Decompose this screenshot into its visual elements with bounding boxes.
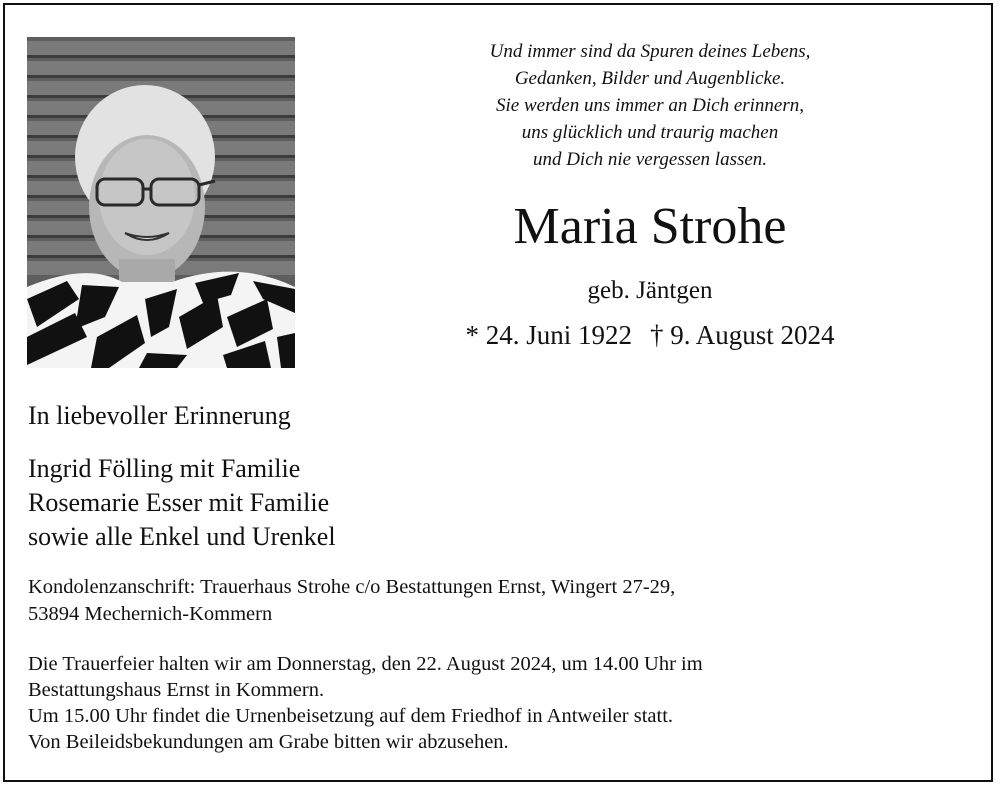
- mourner-line: Rosemarie Esser mit Familie: [28, 488, 330, 517]
- service-information: [28, 651, 703, 755]
- address-line: Kondolenzanschrift: Trauerhaus Strohe c/o Bestattungen Ernst, Wingert 27-29,: [28, 576, 676, 598]
- birth-date: * 24. Juni 1922: [465, 320, 632, 350]
- poem-line: Gedanken, Bilder und Augenblicke.: [514, 68, 786, 89]
- service-line: Von Beileidsbekundungen am Grabe bitten wir abzusehen.: [28, 731, 509, 753]
- mourners-list: [28, 452, 336, 554]
- mourner-line: sowie alle Enkel und Urenkel: [28, 522, 336, 551]
- memorial-poem: [350, 38, 950, 173]
- address-line: 53894 Mechernich-Kommern: [28, 603, 273, 625]
- condolence-address: [28, 574, 675, 628]
- poem-line: uns glücklich und traurig machen: [521, 122, 779, 143]
- portrait-photo: [27, 37, 295, 368]
- service-line: Bestattungshaus Ernst in Kommern.: [28, 679, 325, 701]
- poem-line: Sie werden uns immer an Dich erinnern,: [496, 95, 804, 116]
- service-line: Um 15.00 Uhr findet die Urnenbeisetzung auf dem Friedhof in Antweiler statt.: [28, 705, 674, 727]
- poem-line: und Dich nie vergessen lassen.: [532, 149, 768, 170]
- service-line: Die Trauerfeier halten wir am Donnerstag, den 22. August 2024, um 14.00 Uhr im: [28, 653, 703, 675]
- birth-name: geb. Jäntgen: [587, 277, 713, 304]
- life-dates: [350, 318, 950, 352]
- mourner-line: Ingrid Fölling mit Familie: [28, 454, 301, 483]
- memory-line: In liebevoller Erinnerung: [28, 401, 291, 430]
- poem-line: Und immer sind da Spuren deines Lebens,: [489, 41, 811, 62]
- death-date: † 9. August 2024: [649, 320, 835, 350]
- deceased-name: Maria Strohe: [513, 198, 787, 255]
